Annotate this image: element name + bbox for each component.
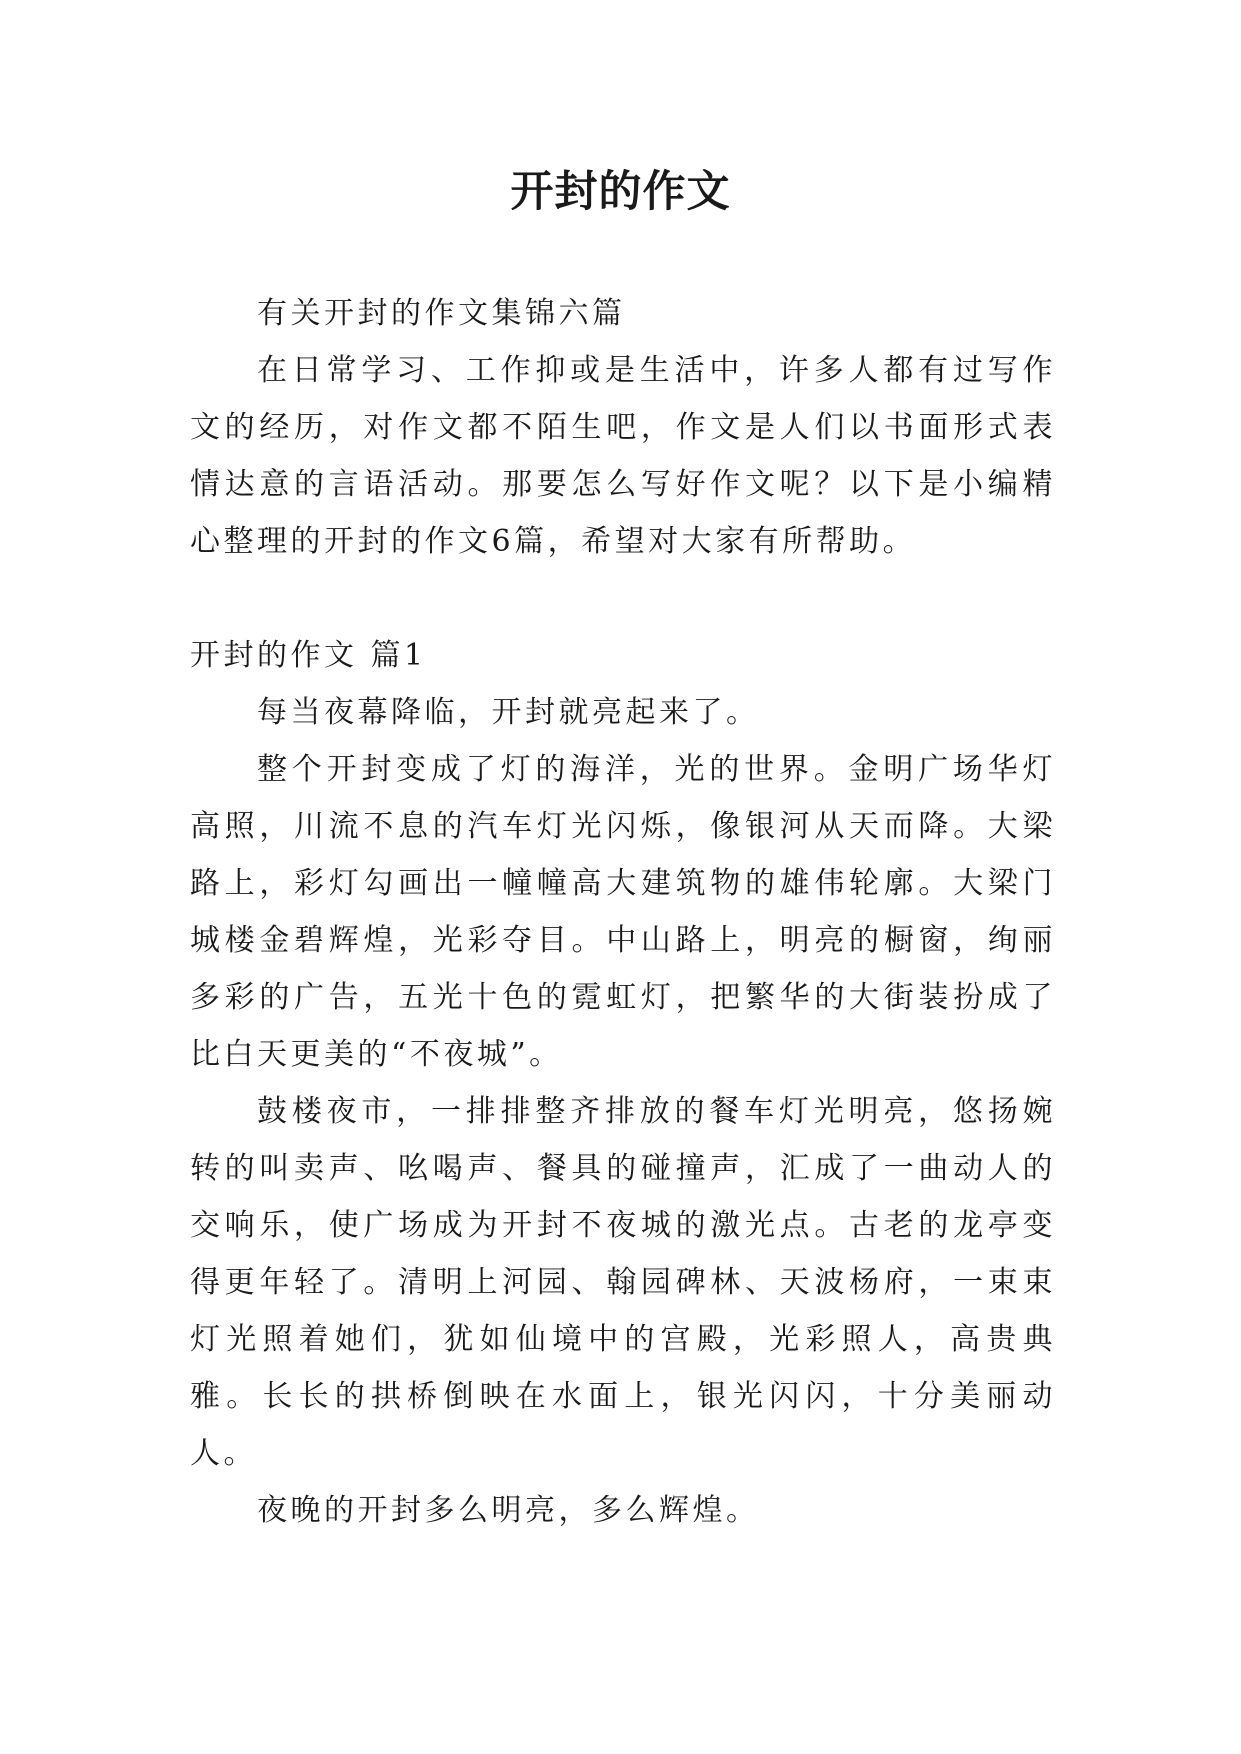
body-paragraph: 每当夜幕降临，开封就亮起来了。 [257,695,760,730]
body-paragraph: 整个开封变成了灯的海洋，光的世界。金明广场华灯高照，川流不息的汽车灯光闪烁，像银河从天而降。大梁路上，彩灯勾画出一幢幢高大建筑物的雄伟轮廓。大梁门城楼金碧辉煌，光彩夺目。中山路上，明亮的橱窗，绚丽多彩的广告，五光十色的霓虹灯，把繁华的大街装扮成了比白天更美的“不夜城”。 [190,752,1056,1072]
page-title: 开封的作文 [510,167,731,217]
body-paragraph: 夜晚的开封多么明亮，多么辉煌。 [257,1493,760,1528]
document-subtitle: 有关开封的作文集锦六篇 [257,296,626,331]
body-paragraph: 鼓楼夜市，一排排整齐排放的餐车灯光明亮，悠扬婉转的叫卖声、吆喝声、餐具的碰撞声，汇成了一曲动人的交响乐，使广场成为开封不夜城的激光点。古老的龙亭变得更年轻了。清明上河园、翰园碑林、天波杨府，一束束灯光照着她们，犹如仙境中的宫殿，光彩照人，高贵典雅。长长的拱桥倒映在水面上，银光闪闪，十分美丽动人。 [190,1094,1056,1471]
intro-paragraph: 在日常学习、工作抑或是生活中，许多人都有过写作文的经历，对作文都不陌生吧，作文是人们以书面形式表情达意的言语活动。那要怎么写好作文呢？以下是小编精心整理的开封的作文6篇，希望对大家有所帮助。 [190,353,1056,559]
document-body [190,285,1056,1539]
section-heading: 开封的作文 篇1 [190,638,427,673]
